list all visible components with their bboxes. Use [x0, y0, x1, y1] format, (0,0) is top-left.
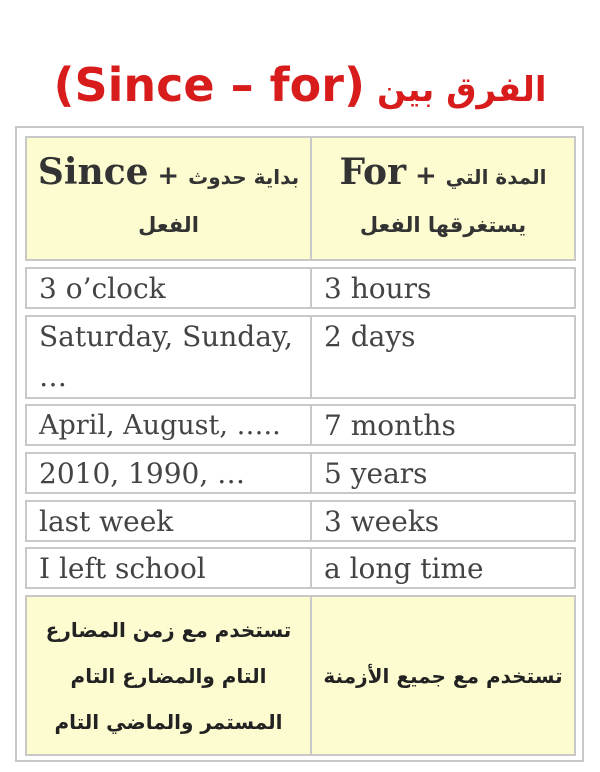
header-since: [25, 136, 312, 261]
header-for-arabic-1: المدة التي: [445, 165, 547, 189]
comparison-table: [15, 126, 584, 762]
table-cell-since: April, August, …..: [25, 404, 312, 446]
header-for-word: For: [339, 151, 407, 193]
table-cell-since: 3 o’clock: [25, 267, 312, 309]
table-cell-since: last week: [25, 500, 312, 542]
table-cell-for: 5 years: [310, 452, 576, 494]
header-since-plus: +: [157, 161, 180, 191]
title-arabic: الفرق بين: [376, 70, 547, 110]
table-cell-for: 7 months: [310, 404, 576, 446]
header-for: [310, 136, 576, 261]
table-cell-for: 3 hours: [310, 267, 576, 309]
header-since-arabic-1: بداية حدوث: [188, 165, 300, 189]
table-cell-since: 2010, 1990, …: [25, 452, 312, 494]
header-for-plus: +: [414, 161, 437, 191]
table-cell-for: a long time: [310, 547, 576, 589]
footer-since-usage: تستخدم مع زمن المضارع التام والمضارع التام المستمر والماضي التام: [25, 595, 312, 756]
page-title: [0, 58, 600, 112]
header-for-arabic-2: يستغرقها الفعل: [359, 213, 527, 237]
table-cell-for: 2 days: [310, 315, 576, 399]
header-since-word: Since: [37, 151, 149, 193]
table-cell-since: Saturday, Sunday, …: [25, 315, 312, 399]
footer-for-usage: تستخدم مع جميع الأزمنة: [310, 595, 576, 756]
table-cell-for: 3 weeks: [310, 500, 576, 542]
title-english: (Since – for): [53, 58, 365, 112]
header-since-arabic-2: الفعل: [138, 213, 199, 237]
table-cell-since: I left school: [25, 547, 312, 589]
